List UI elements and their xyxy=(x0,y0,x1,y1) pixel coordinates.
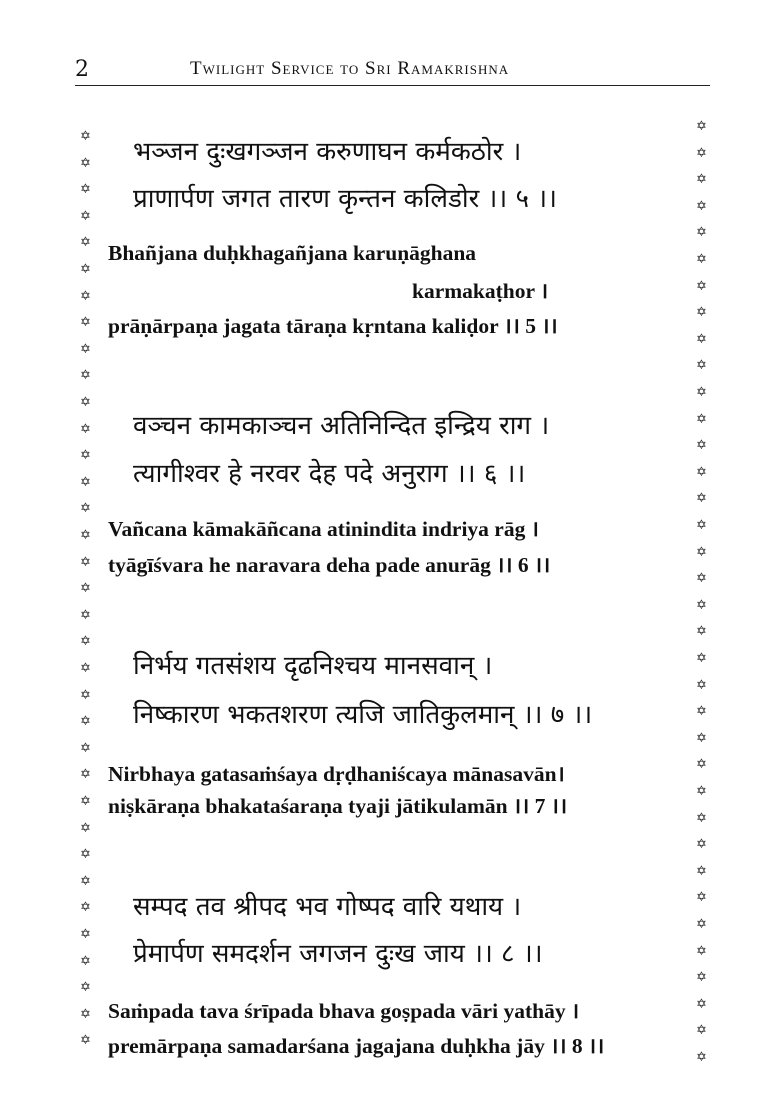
star-ornament-icon: ✡ xyxy=(80,501,91,517)
star-ornament-icon: ✡ xyxy=(696,172,707,188)
star-ornament-icon: ✡ xyxy=(80,182,91,198)
star-ornament-icon: ✡ xyxy=(696,757,707,773)
star-ornament-icon: ✡ xyxy=(80,714,91,730)
star-ornament-icon: ✡ xyxy=(696,943,707,959)
verse-7-roman-line-2: niṣkāraṇa bhakataśaraṇa tyaji jātikulamān ।। 7 ।। xyxy=(108,794,568,818)
star-ornament-icon: ✡ xyxy=(696,677,707,693)
star-ornament-icon: ✡ xyxy=(696,464,707,480)
star-ornament-icon: ✡ xyxy=(80,873,91,889)
running-header xyxy=(75,55,710,86)
star-ornament-icon: ✡ xyxy=(696,198,707,214)
star-ornament-icon: ✡ xyxy=(696,597,707,613)
star-ornament-icon: ✡ xyxy=(696,651,707,666)
star-ornament-icon: ✡ xyxy=(80,155,91,171)
star-ornament-icon: ✡ xyxy=(696,837,707,853)
star-ornament-icon: ✡ xyxy=(696,119,707,134)
verse-5-roman-line-1-cont: karmakaṭhor । xyxy=(412,279,549,303)
star-ornament-icon: ✡ xyxy=(80,1006,91,1022)
star-ornament-icon: ✡ xyxy=(696,145,707,161)
star-ornament-icon: ✡ xyxy=(696,996,707,1012)
star-ornament-icon: ✡ xyxy=(80,262,91,277)
star-ornament-icon: ✡ xyxy=(80,368,91,384)
verse-8-roman-line-1: Saṁpada tava śrīpada bhava goṣpada vāri yathāy । xyxy=(108,999,580,1023)
star-ornament-icon: ✡ xyxy=(80,341,91,357)
star-ornament-icon: ✡ xyxy=(80,634,91,650)
star-ornament-icon: ✡ xyxy=(80,607,91,623)
star-ornament-icon: ✡ xyxy=(80,847,91,863)
star-ornament-icon: ✡ xyxy=(80,820,91,836)
star-ornament-icon: ✡ xyxy=(696,305,707,321)
star-ornament-icon: ✡ xyxy=(696,491,707,507)
star-ornament-icon: ✡ xyxy=(696,331,707,347)
verse-8-devanagari-line-2: प्रेमार्पण समदर्शन जगजन दुःख जाय ।। ८ ।। xyxy=(133,939,543,969)
star-ornament-icon: ✡ xyxy=(80,767,91,783)
star-ornament-icon: ✡ xyxy=(80,235,91,251)
star-ornament-icon: ✡ xyxy=(80,980,91,996)
star-ornament-icon: ✡ xyxy=(80,315,91,331)
star-ornament-icon: ✡ xyxy=(80,528,91,543)
star-ornament-icon: ✡ xyxy=(80,129,91,144)
verse-6-roman-line-1: Vañcana kāmakāñcana atinindita indriya rāg । xyxy=(108,517,539,541)
verse-5-roman-line-1: Bhañjana duḥkhagañjana karuṇāghana xyxy=(108,241,477,265)
star-ornament-icon: ✡ xyxy=(80,395,91,410)
verse-5-devanagari-line-1: भञ्जन दुःखगञ्जन करुणाघन कर्मकठोर । xyxy=(133,137,522,167)
star-ornament-icon: ✡ xyxy=(696,225,707,241)
verse-8-devanagari-line-1: सम्पद तव श्रीपद भव गोष्पद वारि यथाय । xyxy=(133,892,522,922)
star-ornament-icon: ✡ xyxy=(696,970,707,986)
star-ornament-icon: ✡ xyxy=(696,917,707,932)
verse-5-roman-line-2: prāṇārpaṇa jagata tāraṇa kṛntana kaliḍor ।। 5 ।। xyxy=(108,314,558,338)
star-ornament-icon: ✡ xyxy=(80,927,91,942)
star-ornament-icon: ✡ xyxy=(80,554,91,570)
star-ornament-icon: ✡ xyxy=(80,740,91,756)
star-ornament-icon: ✡ xyxy=(696,438,707,454)
star-ornament-icon: ✡ xyxy=(696,784,707,799)
verse-6-roman-line-2: tyāgīśvara he naravara deha pade anurāg ।। 6 ।। xyxy=(108,553,551,577)
star-ornament-icon: ✡ xyxy=(80,208,91,224)
star-ornament-icon: ✡ xyxy=(80,581,91,597)
verse-7-devanagari-line-1: निर्भय गतसंशय दृढनिश्चय मानसवान् । xyxy=(133,651,493,681)
verse-7-devanagari-line-2: निष्कारण भकतशरण त्यजि जातिकुलमान् ।। ७ ।। xyxy=(133,700,593,730)
running-title: Twilight Service to Sri Ramakrishna xyxy=(190,58,510,79)
star-ornament-icon: ✡ xyxy=(80,421,91,437)
star-ornament-icon: ✡ xyxy=(696,544,707,560)
star-ornament-icon: ✡ xyxy=(696,1050,707,1065)
verse-7-roman-line-1: Nirbhaya gatasaṁśaya dṛḍhaniścaya mānasavān। xyxy=(108,762,565,786)
star-ornament-icon: ✡ xyxy=(696,278,707,294)
star-ornament-icon: ✡ xyxy=(80,794,91,809)
verse-5-devanagari-line-2: प्राणार्पण जगत तारण कृन्तन कलिडोर ।। ५ ।। xyxy=(133,184,557,214)
star-ornament-icon: ✡ xyxy=(696,518,707,533)
verse-6-devanagari-line-1: वञ्चन कामकाञ्चन अतिनिन्दित इन्द्रिय राग । xyxy=(133,411,550,441)
star-ornament-icon: ✡ xyxy=(80,288,91,304)
star-ornament-icon: ✡ xyxy=(696,571,707,587)
star-ornament-icon: ✡ xyxy=(80,661,91,676)
verse-6-devanagari-line-2: त्यागीश्वर हे नरवर देह पदे अनुराग ।। ६ ।। xyxy=(133,459,526,489)
star-ornament-icon: ✡ xyxy=(696,810,707,826)
star-ornament-icon: ✡ xyxy=(80,900,91,916)
star-ornament-icon: ✡ xyxy=(696,624,707,640)
star-ornament-icon: ✡ xyxy=(80,687,91,703)
star-ornament-icon: ✡ xyxy=(80,448,91,464)
star-ornament-icon: ✡ xyxy=(80,474,91,490)
star-ornament-icon: ✡ xyxy=(696,704,707,720)
page-number: 2 xyxy=(75,57,89,82)
star-ornament-icon: ✡ xyxy=(696,863,707,879)
star-ornament-icon: ✡ xyxy=(696,252,707,267)
star-ornament-icon: ✡ xyxy=(696,358,707,374)
star-ornament-icon: ✡ xyxy=(696,730,707,746)
star-ornament-icon: ✡ xyxy=(696,385,707,400)
star-ornament-icon: ✡ xyxy=(80,1033,91,1049)
star-ornament-icon: ✡ xyxy=(696,1023,707,1039)
star-ornament-icon: ✡ xyxy=(696,411,707,427)
star-ornament-icon: ✡ xyxy=(696,890,707,906)
verse-8-roman-line-2: premārpaṇa samadarśana jagajana duḥkha jāy ।। 8 ।। xyxy=(108,1034,605,1058)
star-ornament-icon: ✡ xyxy=(80,953,91,969)
